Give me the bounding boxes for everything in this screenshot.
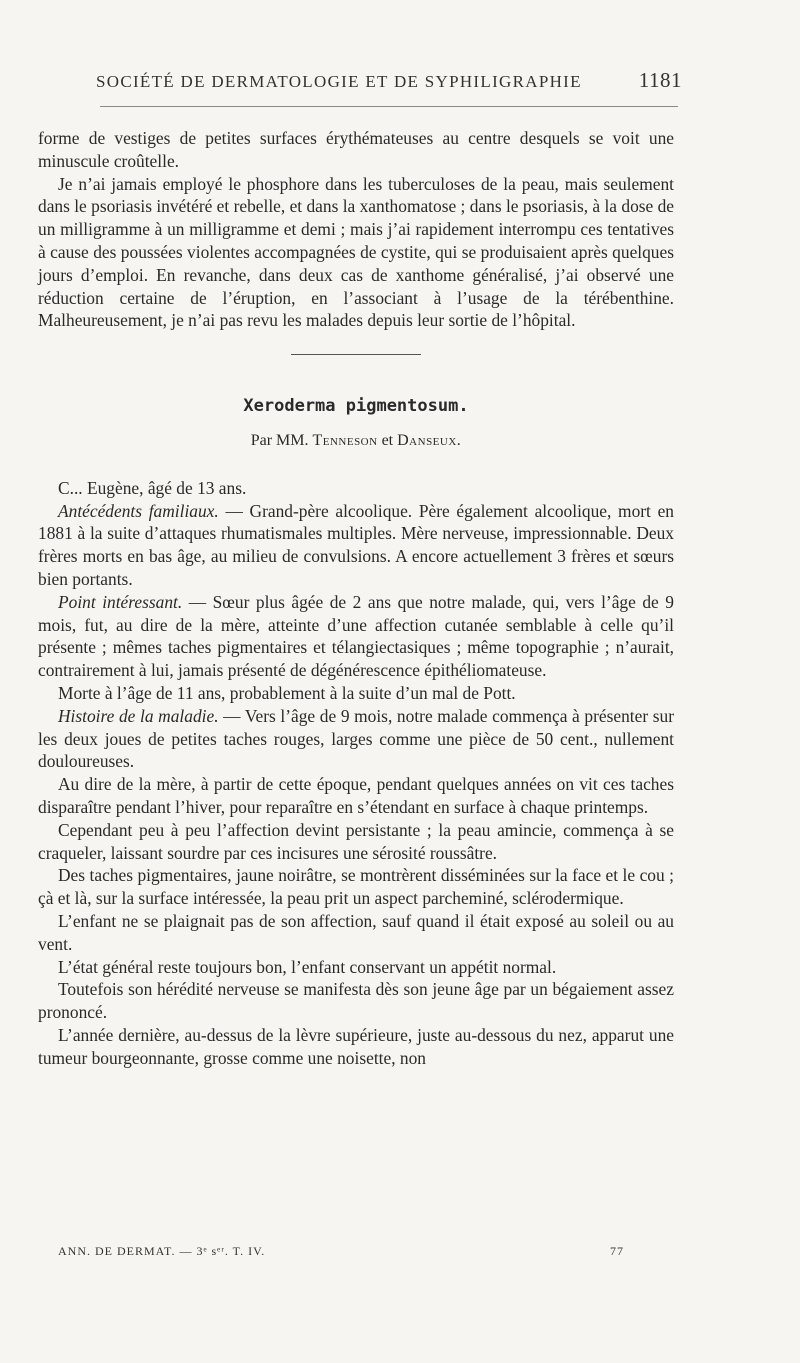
paragraph: Morte à l’âge de 11 ans, probablement à la suite d’un mal de Pott. [58, 682, 516, 703]
article-authors [38, 430, 674, 453]
paragraph: Histoire de la maladie. — Vers l’âge de 9 mois, notre malade commença à présenter sur les deux joues de petites taches rouges, larges comme une pièce de 50 cent., nullement douloureuses. [38, 705, 675, 772]
paragraph: Des taches pigmentaires, jaune noirâtre, se montrèrent disséminées sur la face et le cou ; çà et là, sur la surface intéressée, la peau prit un aspect parcheminé, sclérodermique. [38, 865, 674, 909]
section-label: Point intéressant. [58, 591, 183, 612]
page-number: 1181 [638, 68, 682, 92]
running-header [96, 68, 682, 93]
authors-prefix: Par MM. [250, 431, 309, 449]
paragraph: L’enfant ne se plaignait pas de son affection, sauf quand il était exposé au soleil ou au vent. [38, 910, 674, 954]
article-title: Xeroderma pigmentosum. [243, 396, 469, 417]
author-name: Danseux. [397, 431, 462, 449]
authors-and: et [381, 431, 394, 449]
header-rule [100, 106, 678, 107]
paragraph: forme de vestiges de petites surfaces érythémateuses au centre desquels se voit une minuscule croûtelle. [38, 128, 674, 171]
paragraph: Antécédents familiaux. — Grand-père alcoolique. Père également alcoolique, mort en 1881 à la suite d’attaques rhumatismales multiples. Mère nerveuse, impressionnable. Deux frères morts en bas âge, au milieu de convulsions. A encore actuellement 3 frères et sœurs bien portants. [38, 500, 674, 589]
body-text [38, 127, 674, 1069]
section-separator [291, 354, 421, 355]
running-title: SOCIÉTÉ DE DERMATOLOGIE ET DE SYPHILIGRAPHIE [96, 72, 582, 91]
signature-number: 77 [610, 1244, 624, 1258]
paragraph: Cependant peu à peu l’affection devint persistante ; la peau amincie, commença à se craqueler, laissant sourdre par ces incisures une sérosité roussâtre. [38, 819, 674, 863]
paragraph: C... Eugène, âgé de 13 ans. [58, 477, 247, 498]
paragraph: L’état général reste toujours bon, l’enfant conservant un appétit normal. [58, 956, 557, 977]
paragraph: Toutefois son hérédité nerveuse se manifesta dès son jeune âge par un bégaiement assez prononcé. [38, 979, 674, 1023]
paragraph: Point intéressant. — Sœur plus âgée de 2 ans que notre malade, qui, vers l’âge de 9 mois, fut, au dire de la mère, atteinte d’une affection cutanée semblable à celle qu’il présente ; mêmes taches pigmentaires et télangiectasiques ; même topographie ; n’aurait, contrairement à lui, jamais présenté de dégénérescence épithéliomateuse. [38, 591, 674, 681]
paragraph: L’année dernière, au-dessus de la lèvre supérieure, juste au-dessous du nez, apparut une tumeur bourgeonnante, grosse comme une noisette, non [38, 1024, 674, 1068]
paragraph: Au dire de la mère, à partir de cette époque, pendant quelques années on vit ces taches disparaître pendant l’hiver, pour reparaître en s’étendant en surface à chaque printemps. [38, 774, 674, 817]
section-label: Antécédents familiaux. [58, 500, 219, 521]
page-footer [58, 1244, 624, 1259]
section-label: Histoire de la maladie. [58, 705, 219, 726]
author-name: Tenneson [312, 431, 378, 449]
paragraph: Je n’ai jamais employé le phosphore dans les tuberculoses de la peau, mais seulement dans le psoriasis invétéré et rebelle, et dans la xanthomatose ; dans le psoriasis, à la dose de un milligramme à un milligramme et demi ; mais j’ai rapidement interrompu ces tentatives à cause des poussées violentes accompagnées de cystite, qui se produisaient après quelques jours d’emploi. En revanche, dans deux cas de xanthome généralisé, j’ai observé une réduction certaine de l’éruption, en l’associant à l’usage de la térébenthine. Malheureusement, je n’ai pas revu les malades depuis leur sortie de l’hôpital. [38, 173, 675, 331]
journal-reference: ANN. DE DERMAT. — 3ᵉ sᵉʳ. T. IV. [58, 1244, 266, 1258]
